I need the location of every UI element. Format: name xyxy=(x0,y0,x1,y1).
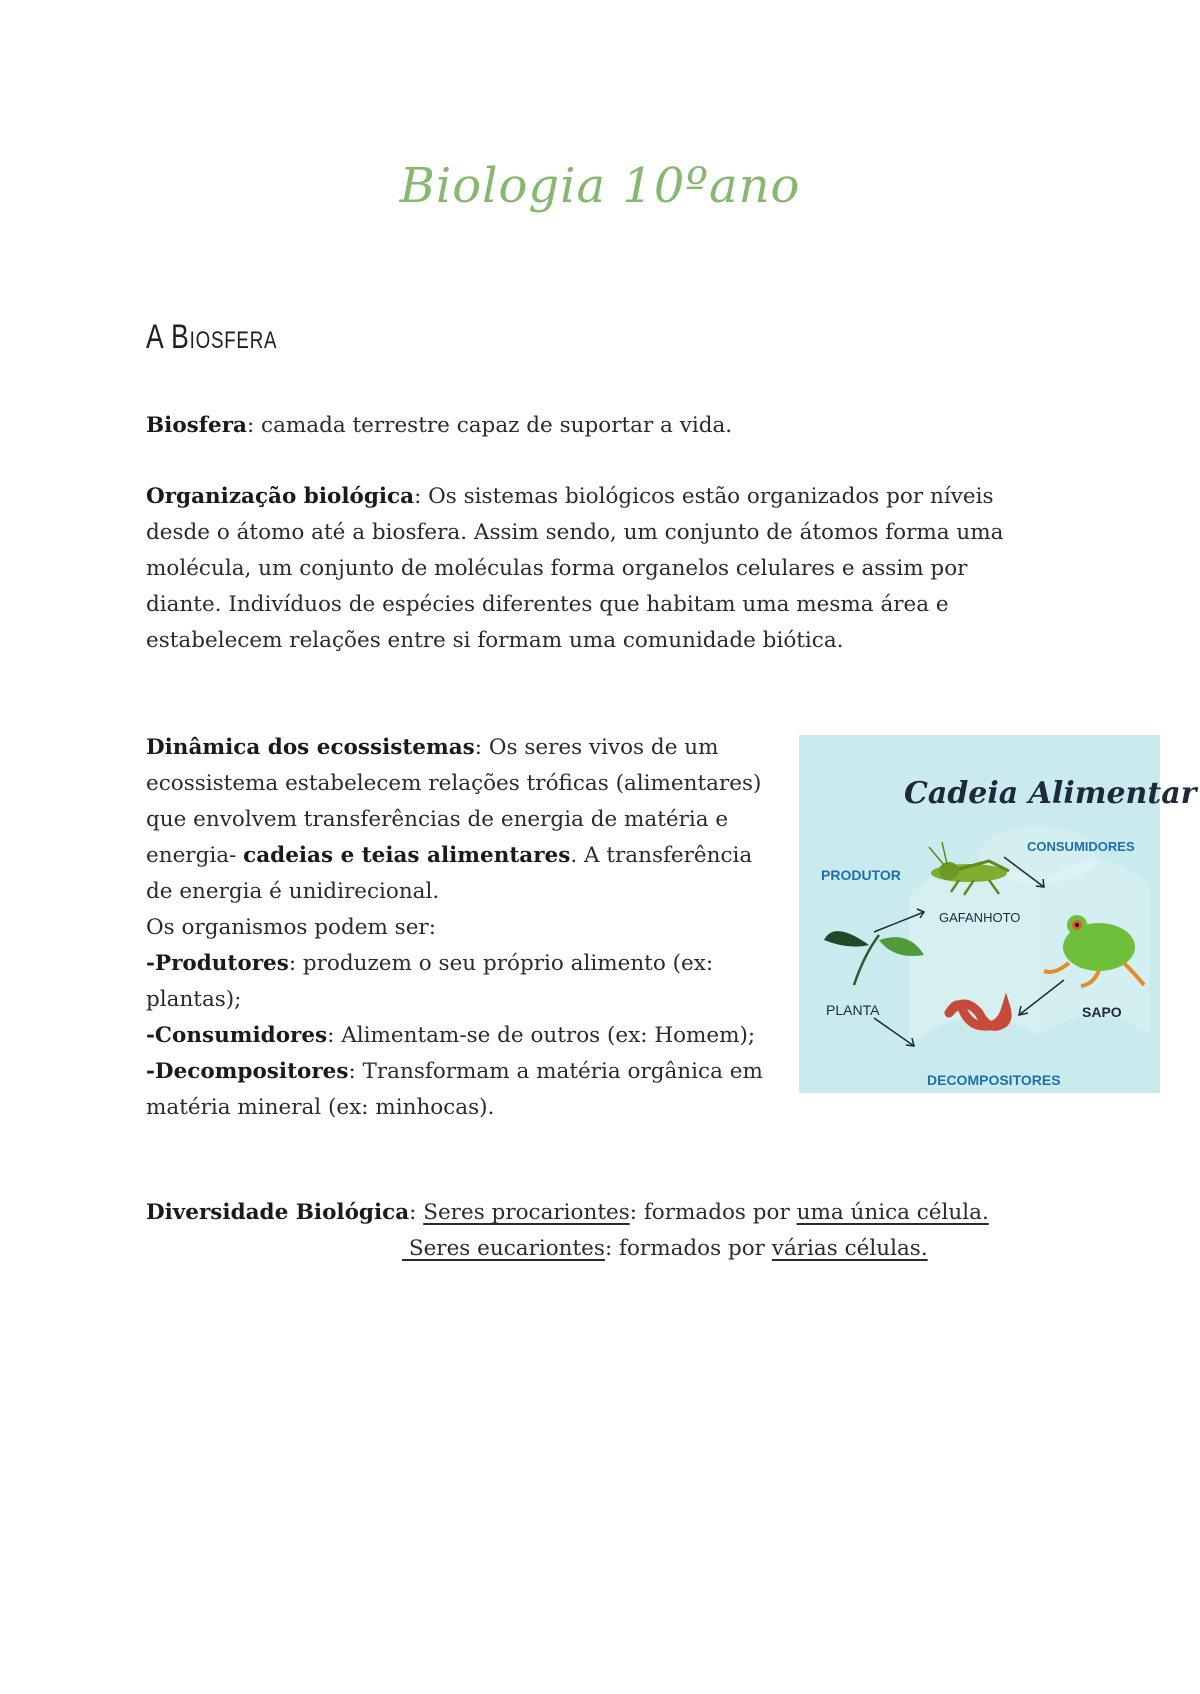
procariontes-label: Seres procariontes xyxy=(423,1200,630,1225)
eucariontes-label: Seres eucariontes xyxy=(402,1236,605,1261)
organizacao-line: estabelecem relações entre si formam uma comunidade biótica. xyxy=(146,628,844,653)
cadeias-teias-term: cadeias e teias alimentares xyxy=(243,843,571,868)
dinamica-term: Dinâmica dos ecossistemas xyxy=(146,735,475,760)
biosfera-definition xyxy=(146,408,732,444)
dinamica-line: de energia é unidirecional. xyxy=(146,879,440,904)
dinamica-paragraph xyxy=(146,730,786,1126)
label-planta: PLANTA xyxy=(826,1002,880,1018)
produtores-term: -Produtores xyxy=(146,951,289,976)
label-consumidores: CONSUMIDORES xyxy=(1027,839,1135,854)
procariontes-text: : formados por xyxy=(629,1200,797,1225)
consumidores-text: : Alimentam-se de outros (ex: Homem); xyxy=(327,1023,756,1048)
diversidade-colon: : xyxy=(409,1200,424,1225)
document-title: Biologia 10ºano xyxy=(399,158,801,214)
diversidade-paragraph xyxy=(146,1195,1076,1231)
consumidores-term: -Consumidores xyxy=(146,1023,328,1048)
organizacao-term: Organização biológica xyxy=(146,484,415,509)
produtores-text: plantas); xyxy=(146,987,242,1012)
biosfera-term: Biosfera xyxy=(146,413,247,438)
decompositores-text: : Transformam a matéria orgânica em xyxy=(348,1059,763,1084)
dinamica-line: energia- xyxy=(146,843,244,868)
eucariontes-line xyxy=(402,1231,928,1267)
label-sapo: SAPO xyxy=(1082,1004,1122,1020)
dinamica-line: : Os seres vivos de um xyxy=(474,735,719,760)
diversidade-term: Diversidade Biológica xyxy=(146,1200,410,1225)
food-chain-figure xyxy=(799,735,1197,1093)
organizacao-line: molécula, um conjunto de moléculas forma organelos celulares e assim por xyxy=(146,556,968,581)
organizacao-paragraph xyxy=(146,479,1076,659)
dinamica-line: que envolvem transferências de energia de matéria e xyxy=(146,807,729,832)
label-decompositores: DECOMPOSITORES xyxy=(927,1072,1061,1088)
figure-title: Cadeia Alimentar xyxy=(904,776,1197,811)
produtores-text: : produzem o seu próprio alimento (ex: xyxy=(288,951,714,976)
dinamica-line: Os organismos podem ser: xyxy=(146,915,436,940)
label-produtor: PRODUTOR xyxy=(821,867,901,883)
organizacao-line: desde o átomo até a biosfera. Assim sendo, um conjunto de átomos forma uma xyxy=(146,520,1004,545)
dinamica-line: ecossistema estabelecem relações tróficas (alimentares) xyxy=(146,771,762,796)
decompositores-text: matéria mineral (ex: minhocas). xyxy=(146,1095,495,1120)
biosfera-text: : camada terrestre capaz de suportar a vida. xyxy=(246,413,733,438)
dinamica-line: . A transferência xyxy=(570,843,753,868)
organizacao-line: : Os sistemas biológicos estão organizados por níveis xyxy=(414,484,994,509)
label-gafanhoto: GAFANHOTO xyxy=(939,910,1021,925)
organizacao-line: diante. Indivíduos de espécies diferentes que habitam uma mesma área e xyxy=(146,592,949,617)
eucariontes-value: várias células. xyxy=(771,1236,928,1261)
procariontes-value: uma única célula. xyxy=(796,1200,989,1225)
decompositores-term: -Decompositores xyxy=(146,1059,349,1084)
section-heading: A Biosfera xyxy=(146,318,278,356)
eucariontes-text: : formados por xyxy=(604,1236,772,1261)
